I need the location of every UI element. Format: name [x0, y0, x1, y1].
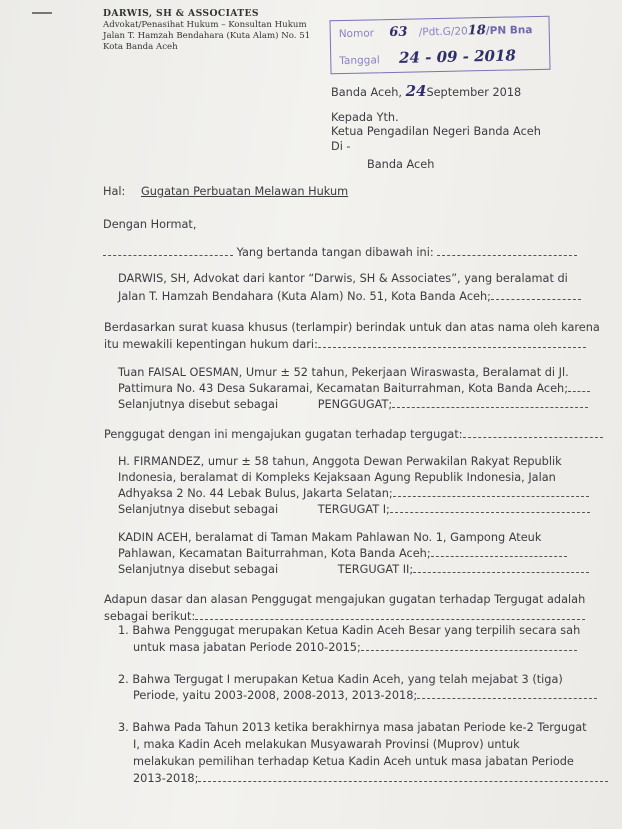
defendant2-line-3 [118, 563, 589, 576]
basis-line-1: Adapun dasar dan alasan Penggugat mengajukan gugatan terhadap Tergugat adalah [104, 593, 586, 606]
stamp-tanggal-label: Tanggal [339, 54, 380, 68]
undersigned-line [103, 246, 577, 259]
power-text: itu mewakili kepentingan hukum dari: [104, 338, 318, 351]
plaintiff-address: Pattimura No. 43 Desa Sukaramai, Kecamatan Baiturrahman, Kota Banda Aceh; [118, 382, 568, 395]
plaintiff-line-3 [118, 398, 588, 411]
firm-city: Kota Banda Aceh [103, 42, 178, 52]
defendant2-line-1: KADIN ACEH, beralamat di Taman Makam Pahlawan No. 1, Gampong Ateuk [118, 531, 542, 544]
defendant2-address: Pahlawan, Kecamatan Baiturrahman, Kota Banda Aceh; [118, 547, 431, 560]
point-2-text: Periode, yaitu 2003-2008, 2008-2013, 2013-2018; [133, 689, 418, 702]
date-month-year: September 2018 [426, 86, 522, 99]
subject-value: Gugatan Perbuatan Melawan Hukum [141, 185, 349, 198]
defendants-intro-text: Penggugat dengan ini mengajukan gugatan terhadap tergugat: [104, 428, 463, 441]
point-2-line-1: 2. Bahwa Tergugat I merupakan Ketua Kadin Aceh, yang telah mejabat 3 (tiga) [118, 673, 563, 686]
date-day: 24 [405, 82, 427, 100]
point-3-line-4 [133, 772, 608, 785]
power-line-2 [104, 338, 586, 351]
stamp-nomor-label: Nomor [338, 27, 375, 41]
letterhead [103, 8, 310, 53]
defendant1-line-2: Indonesia, beralamat di Kompleks Kejaksaan Agung Republik Indonesia, Jalan [118, 471, 556, 484]
point-3-line-2: I, maka Kadin Aceh melakukan Musyawarah Provinsi (Muprov) untuk [133, 738, 520, 751]
lawyer-address: Jalan T. Hamzah Bendahara (Kuta Alam) No. 51, Kota Banda Aceh; [118, 290, 491, 303]
defendant2-line-2 [118, 547, 567, 560]
firm-address: Jalan T. Hamzah Bendahara (Kuta Alam) No. 51 [103, 31, 311, 41]
defendant2-role: TERGUGAT II; [337, 563, 414, 576]
plaintiff-role-label: Selanjutnya disebut sebagai [118, 398, 279, 411]
place-date [331, 82, 521, 100]
basis-text: sebagai berikut: [104, 610, 196, 623]
stamp-nomor-row [339, 22, 533, 41]
undersigned-text: Yang bertanda tangan dibawah ini: [236, 246, 434, 259]
point-1-text: untuk masa jabatan Periode 2010-2015; [133, 641, 361, 654]
point-2-line-2 [133, 689, 597, 702]
place: Banda Aceh, [331, 86, 402, 99]
plaintiff-line-1: Tuan FAISAL OESMAN, Umur ± 52 tahun, Pekerjaan Wiraswasta, Beralamat di Jl. [118, 366, 569, 379]
greeting: Dengan Hormat, [103, 218, 197, 231]
defendants-intro [104, 428, 603, 441]
firm-tagline: Advokat/Penasihat Hukum – Konsultan Hukum [103, 20, 307, 30]
recipient-di: Di - [331, 140, 351, 153]
registration-stamp [329, 16, 550, 75]
lawyer-line-2 [118, 290, 581, 303]
point-1-line-2 [133, 641, 577, 654]
defendant1-role: TERGUGAT I; [317, 503, 390, 516]
defendant1-line-3 [118, 487, 589, 500]
stamp-nomor-year: 18 [467, 23, 487, 39]
stamp-nomor-number: 63 [389, 24, 408, 41]
plaintiff-role: PENGGUGAT; [317, 398, 393, 411]
defendant1-line-4 [118, 503, 590, 516]
recipient-kepada: Kepada Yth. [331, 111, 399, 124]
point-1-line-1: 1. Bahwa Penggugat merupakan Ketua Kadin Aceh Besar yang terpilih secara sah [118, 624, 581, 637]
point-3-text: 2013-2018; [133, 772, 199, 785]
defendant2-role-label: Selanjutnya disebut sebagai [118, 563, 279, 576]
defendant1-role-label: Selanjutnya disebut sebagai [118, 503, 279, 516]
recipient-city: Banda Aceh [367, 158, 435, 171]
point-3-line-1: 3. Bahwa Pada Tahun 2013 ketika berakhirnya masa jabatan Periode ke-2 Tergugat [118, 721, 587, 734]
firm-name: DARWIS, SH & ASSOCIATES [103, 8, 259, 19]
point-3-line-3: melakukan pemilihan terhadap Ketua Kadin Aceh untuk masa jabatan Periode [133, 755, 574, 768]
stamp-tanggal-row [339, 46, 516, 68]
recipient-court: Ketua Pengadilan Negeri Banda Aceh [331, 125, 541, 138]
basis-line-2 [104, 610, 585, 623]
stamp-nomor-court: /PN Bna [485, 24, 533, 38]
plaintiff-line-2 [118, 382, 590, 395]
stamp-tanggal-value: 24 - 09 - 2018 [398, 46, 517, 67]
defendant1-address: Adhyaksa 2 No. 44 Lebak Bulus, Jakarta Selatan; [118, 487, 393, 500]
defendant1-line-1: H. FIRMANDEZ, umur ± 58 tahun, Anggota Dewan Perwakilan Rakyat Republik [118, 455, 562, 468]
power-line-1: Berdasarkan surat kuasa khusus (terlampir) berindak untuk dan atas nama oleh karena [104, 321, 600, 334]
margin-mark [32, 12, 52, 14]
lawyer-line-1: DARWIS, SH, Advokat dari kantor “Darwis, SH & Associates”, yang beralamat di [118, 272, 568, 285]
stamp-nomor-code: /Pdt.G/20 [418, 25, 468, 39]
subject-label: Hal: [103, 185, 126, 198]
